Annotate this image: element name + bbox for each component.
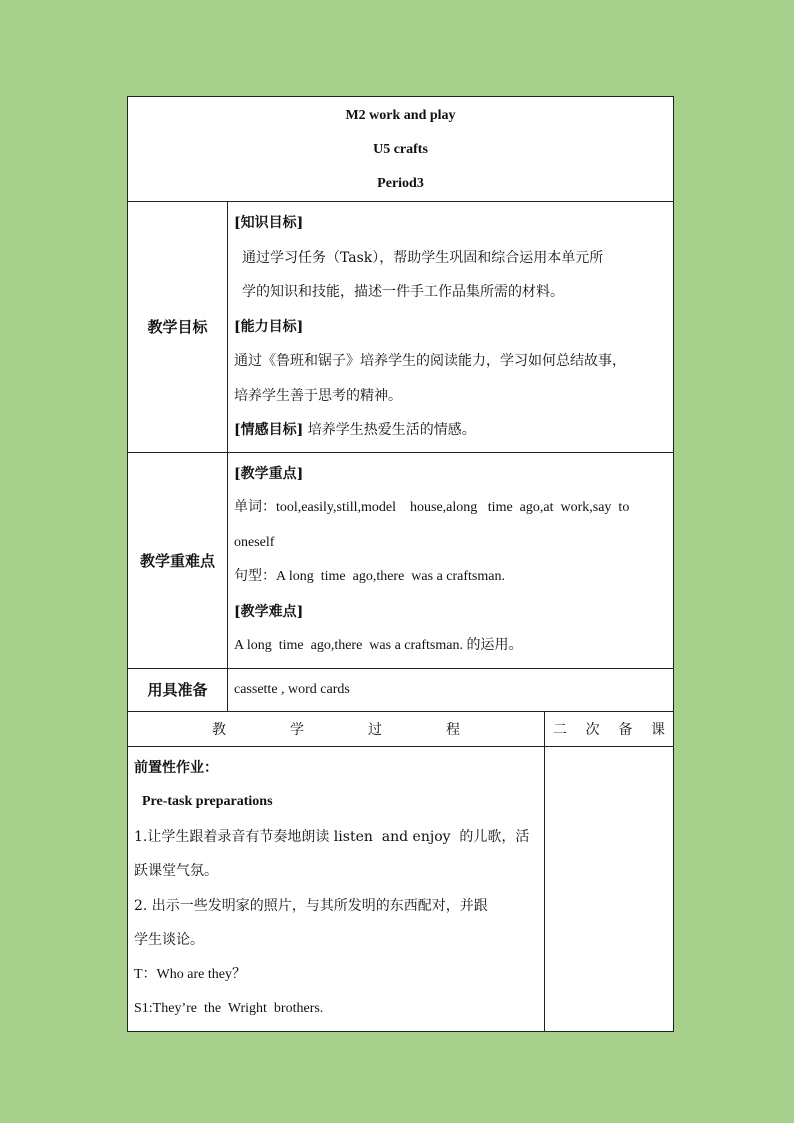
step1-line-1: 1.让学生跟着录音有节奏地朗读 listen and enjoy 的儿歌，活 bbox=[134, 828, 530, 845]
second-prep-char-4: 课 bbox=[650, 721, 665, 738]
step1-line-2: 跃课堂气氛。 bbox=[134, 863, 218, 879]
process-content bbox=[128, 746, 545, 1031]
goals-row bbox=[128, 202, 674, 453]
pre-task-title: Pre-task preparations bbox=[142, 794, 273, 809]
tools-value: cassette , word cards bbox=[228, 668, 674, 711]
difficulty-title: [教学难点] bbox=[234, 603, 304, 620]
step2-line-2: 学生谈论。 bbox=[134, 932, 204, 948]
tools-label: 用具准备 bbox=[128, 668, 228, 711]
emotion-text: 培养学生热爱生活的情感。 bbox=[307, 422, 476, 438]
second-prep-char-1: 二 bbox=[553, 721, 567, 738]
goals-label: 教学目标 bbox=[128, 202, 228, 453]
emotion-goal bbox=[234, 413, 667, 448]
lesson-header bbox=[128, 97, 674, 202]
second-prep-heading bbox=[545, 711, 674, 746]
words-line-1: 单词：tool,easily,still,model house,along time ago,at work,say to bbox=[234, 500, 630, 515]
process-heading bbox=[128, 711, 545, 746]
second-prep-content bbox=[545, 746, 674, 1031]
knowledge-line-2: 学的知识和技能，描述一件手工作品集所需的材料。 bbox=[242, 284, 564, 300]
words-line-2: oneself bbox=[234, 534, 275, 550]
dialog-line-1: T：Who are they？ bbox=[134, 966, 246, 982]
process-heading-char-1: 教 bbox=[212, 721, 226, 738]
ability-line-2: 培养学生善于思考的精神。 bbox=[234, 387, 402, 404]
pre-homework-title: 前置性作业： bbox=[134, 759, 218, 776]
key-points-content bbox=[228, 452, 674, 668]
sentence-pattern: 句型：A long time ago,there was a craftsman. bbox=[234, 569, 505, 584]
process-heading-char-4: 程 bbox=[446, 721, 460, 738]
key-points-row bbox=[128, 452, 674, 668]
ability-title: [能力目标] bbox=[234, 318, 304, 335]
knowledge-title: [知识目标] bbox=[234, 215, 304, 231]
knowledge-line-1: 通过学习任务（Task），帮助学生巩固和综合运用本单元所 bbox=[242, 249, 604, 266]
process-body-row bbox=[128, 746, 674, 1031]
step2-line-1: 2. 出示一些发明家的照片，与其所发明的东西配对，并跟 bbox=[134, 897, 488, 914]
key-points-label: 教学重难点 bbox=[128, 452, 228, 668]
header-row bbox=[128, 97, 674, 202]
lesson-plan-table bbox=[127, 96, 674, 1032]
unit-title: U5 crafts bbox=[373, 142, 428, 157]
second-prep-char-2: 次 bbox=[585, 721, 600, 738]
module-title: M2 work and play bbox=[345, 108, 456, 123]
ability-line-1: 通过《鲁班和锯子》培养学生的阅读能力，学习如何总结故事， bbox=[234, 353, 626, 369]
difficulty-text: A long time ago,there was a craftsman. 的运用。 bbox=[234, 638, 523, 653]
goals-content bbox=[228, 202, 674, 453]
second-prep-char-3: 备 bbox=[618, 721, 633, 738]
dialog-line-2: S1:They’re the Wright brothers. bbox=[134, 1001, 324, 1016]
focus-title: [教学重点] bbox=[234, 465, 304, 482]
emotion-title: [情感目标] bbox=[234, 422, 304, 438]
process-heading-char-2: 学 bbox=[290, 721, 304, 738]
period-title: Period3 bbox=[377, 176, 424, 191]
tools-row bbox=[128, 668, 674, 711]
process-heading-char-3: 过 bbox=[368, 721, 382, 738]
process-heading-row bbox=[128, 711, 674, 746]
